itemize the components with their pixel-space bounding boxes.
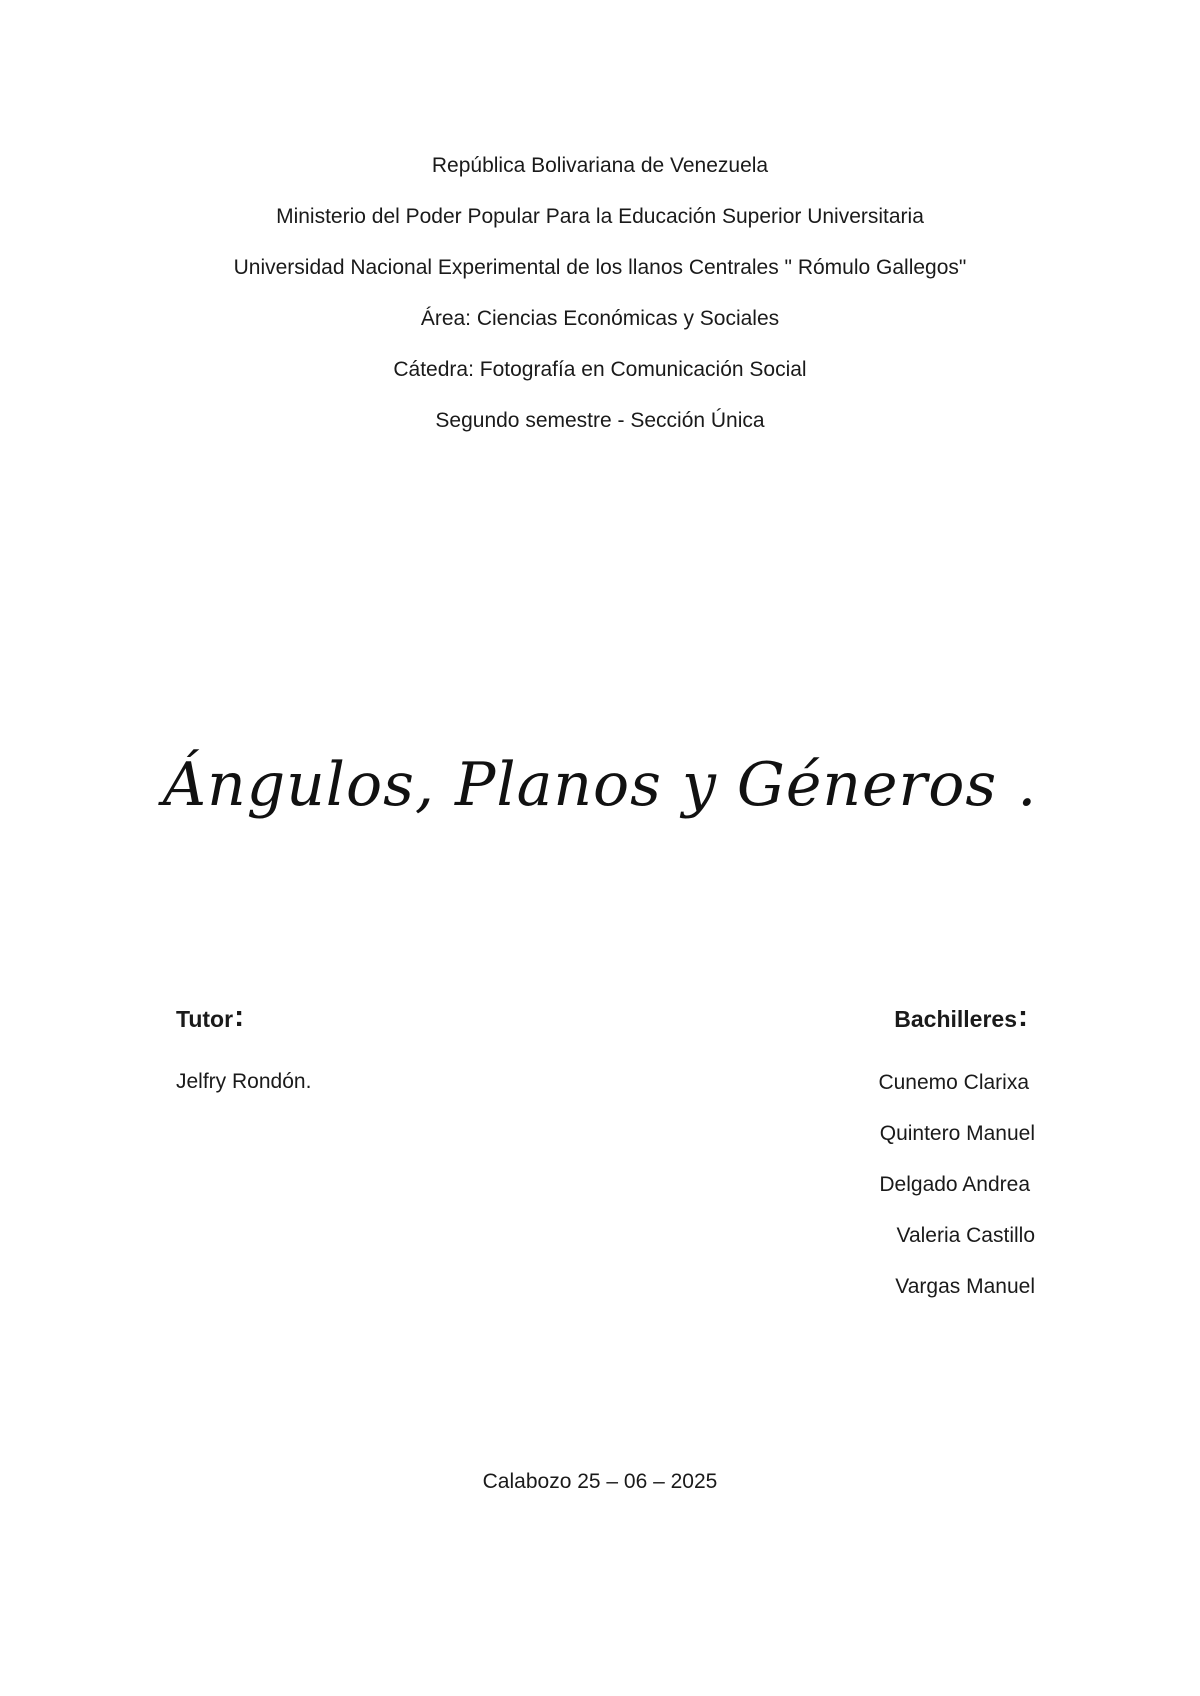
header-line-country: República Bolivariana de Venezuela: [431, 154, 769, 177]
header-line-course: Cátedra: Fotografía en Comunicación Social: [393, 358, 807, 381]
list-item: Cunemo Clarixa: [878, 1071, 1029, 1094]
students-list: [715, 1057, 1035, 1312]
tutor-label-text: Tutor: [176, 1006, 234, 1032]
students-heading: [894, 1000, 1028, 1034]
list-item: Valeria Castillo: [896, 1224, 1035, 1247]
header-line-area: Área: Ciencias Económicas y Sociales: [420, 307, 780, 330]
document-title: Ángulos, Planos y Géneros .: [162, 750, 1038, 820]
list-item: Delgado Andrea: [879, 1173, 1030, 1196]
header-line-semester: Segundo semestre - Sección Única: [435, 409, 765, 432]
students-label-text: Bachilleres: [894, 1006, 1017, 1032]
institution-header: [0, 140, 1200, 446]
header-line-university: Universidad Nacional Experimental de los llanos Centrales " Rómulo Gallegos": [233, 256, 967, 279]
list-item: Quintero Manuel: [879, 1122, 1035, 1145]
tutor-name: Jelfry Rondón.: [176, 1070, 312, 1093]
tutor-heading: [176, 1000, 244, 1034]
place-date: Calabozo 25 – 06 – 2025: [482, 1470, 718, 1493]
list-item: Vargas Manuel: [895, 1275, 1035, 1298]
students-colon: :: [1018, 1000, 1028, 1033]
header-line-ministry: Ministerio del Poder Popular Para la Educación Superior Universitaria: [276, 205, 924, 228]
tutor-colon: :: [234, 1000, 245, 1033]
